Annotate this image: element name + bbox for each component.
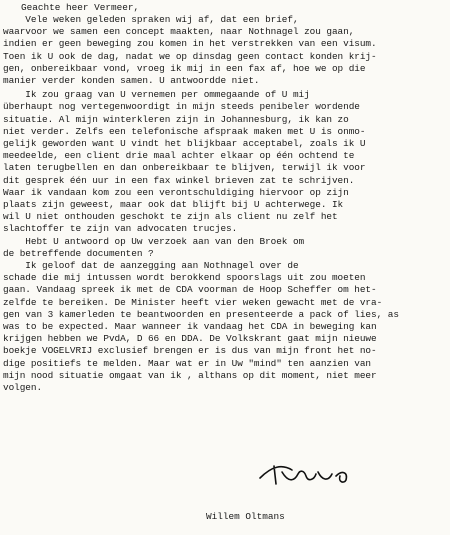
letter-line: überhaupt nog vertegenwoordigt in mijn steeds penibeler wordende bbox=[3, 101, 360, 113]
letter-line: meedeelde, een client drie maal achter elkaar op één ochtend te bbox=[3, 150, 355, 162]
letter-line: gen, onbereikbaar vond, vroeg ik mij in een fax af, hoe we op die bbox=[3, 62, 366, 74]
letter-line: manier verder konden samen. U antwoordde niet. bbox=[3, 75, 260, 87]
letter-line: laten terugbellen en dan onbereikbaar te blijven, terwijl ik voor bbox=[3, 162, 366, 174]
letter-line: Hebt U antwoord op Uw verzoek aan van den Broek om bbox=[3, 235, 305, 247]
letter-line: indien er geen beweging zou komen in het verstrekken van een visum. bbox=[3, 38, 377, 50]
letter-line: zelfde te bereiken. De Minister heeft vier weken gewacht met de vra- bbox=[3, 296, 383, 308]
letter-line: plaats zijn geweest, maar ook dat blijft bij U achterwege. Ik bbox=[3, 199, 344, 211]
letter-line: situatie. Al mijn winterkleren zijn in Johannesburg, ik kan zo bbox=[3, 113, 349, 125]
letter-line: Vele weken geleden spraken wij af, dat een brief, bbox=[3, 14, 299, 25]
letter-line: dige positiefs te melden. Maar wat er in Uw "mind" ten aanzien van bbox=[3, 357, 372, 369]
letter-line: boekje VOGELVRIJ exclusief brengen er is dus van mijn front het no- bbox=[3, 345, 377, 357]
letter-line: mijn nood situatie omgaat van ik , althans op dit moment, niet meer bbox=[3, 369, 377, 381]
signature-name: Willem Oltmans bbox=[206, 511, 285, 522]
paragraph-3 bbox=[3, 236, 440, 260]
letter-line: gelijk geworden want U vindt het blijkbaar acceptabel, zoals ik U bbox=[3, 138, 366, 150]
letter-line: schade die mij intussen wordt berokkend spoorslags uit zou moeten bbox=[3, 272, 366, 284]
paragraph-2 bbox=[3, 89, 440, 235]
letter-line: volgen. bbox=[3, 382, 43, 394]
letter-line: waarvoor we samen een concept maakten, naar Nothnagel zou gaan, bbox=[3, 26, 355, 38]
letter-line: Ik zou graag van U vernemen per ommegaande of U mij bbox=[3, 89, 310, 101]
letter-line: gaan. Vandaag spreek ik met de CDA voorman de Hoop Scheffer om het- bbox=[3, 284, 377, 296]
paragraph-1 bbox=[3, 14, 440, 87]
letter-line: was to be expected. Maar wanneer ik vandaag het CDA in beweging kan bbox=[3, 321, 377, 333]
letter-line: Toen ik U ook de dag, nadat we op dinsdag geen contact konden krij- bbox=[3, 50, 377, 62]
letter-line: gen van 3 kamerleden te beantwoorden en presenteerde a pack of lies, as bbox=[3, 308, 399, 320]
letter-line: Ik geloof dat de aanzegging aan Nothnagel over de bbox=[3, 260, 299, 272]
letter-line: krijgen hebben we PvdA, D 66 en DDA. De Volkskrant gaat mijn nieuwe bbox=[3, 333, 377, 345]
letter-line: de betreffende documenten ? bbox=[3, 247, 154, 259]
letter-line: Waar ik vandaan kom zou een verontschuldiging hiervoor op zijn bbox=[3, 186, 349, 198]
letter-line: dit gesprek één uur in een fax winkel brieven zat te schrijven. bbox=[3, 174, 355, 186]
handwritten-signature bbox=[252, 460, 362, 488]
letter-line: niet verder. Zelfs een telefonische afspraak maken met U is onmo- bbox=[3, 125, 366, 137]
letter-line: slachtoffer te zijn van advocaten trucjes. bbox=[3, 223, 238, 235]
salutation: Geachte heer Vermeer, bbox=[21, 2, 140, 13]
paragraph-4 bbox=[3, 260, 440, 394]
letter-line: wil U niet onthouden geschokt te zijn als client nu zelf het bbox=[3, 211, 338, 223]
